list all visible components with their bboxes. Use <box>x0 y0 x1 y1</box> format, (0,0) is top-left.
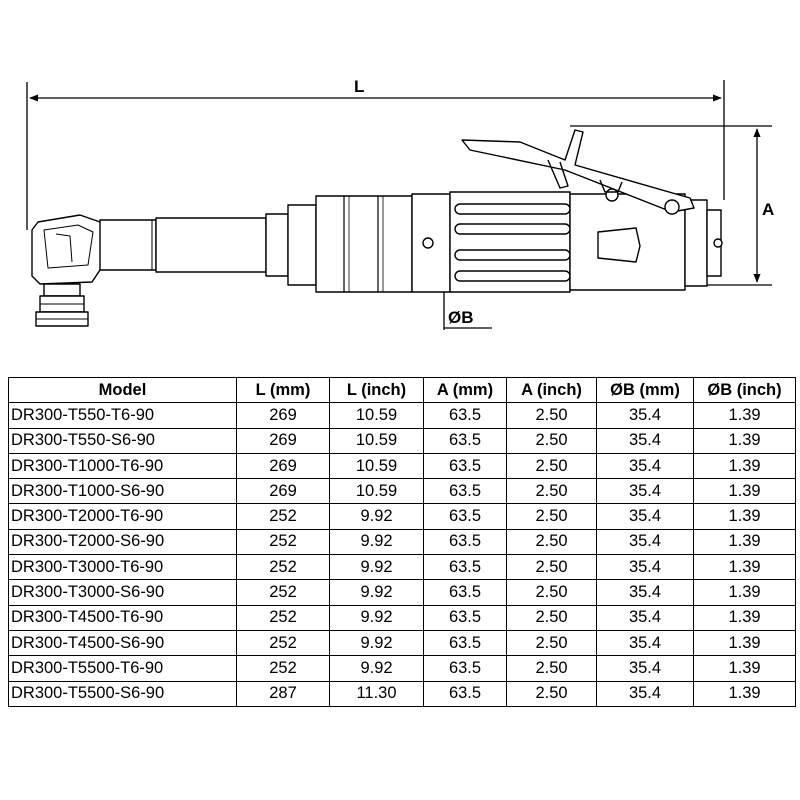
column-header: Model <box>9 378 237 403</box>
column-header: ØB (mm) <box>597 378 694 403</box>
spec-cell: 35.4 <box>597 630 694 655</box>
spec-cell: 10.59 <box>330 453 424 478</box>
spec-cell: 9.92 <box>330 504 424 529</box>
spec-cell: 2.50 <box>507 529 597 554</box>
spec-cell: 35.4 <box>597 681 694 706</box>
spec-cell: 1.39 <box>694 453 796 478</box>
model-cell: DR300-T1000-T6-90 <box>9 453 237 478</box>
diameter-label: ØB <box>448 308 474 327</box>
spec-cell: 2.50 <box>507 605 597 630</box>
spec-cell: 35.4 <box>597 479 694 504</box>
spec-cell: 269 <box>237 403 330 428</box>
spec-cell: 2.50 <box>507 504 597 529</box>
column-header: A (mm) <box>424 378 507 403</box>
spec-cell: 252 <box>237 555 330 580</box>
spec-cell: 269 <box>237 479 330 504</box>
spec-cell: 269 <box>237 453 330 478</box>
model-cell: DR300-T1000-S6-90 <box>9 479 237 504</box>
spec-cell: 2.50 <box>507 681 597 706</box>
table-row <box>9 580 796 605</box>
table-row <box>9 453 796 478</box>
table-row <box>9 529 796 554</box>
spec-cell: 9.92 <box>330 630 424 655</box>
spec-cell: 35.4 <box>597 504 694 529</box>
spec-cell: 2.50 <box>507 580 597 605</box>
model-cell: DR300-T4500-S6-90 <box>9 630 237 655</box>
spec-cell: 63.5 <box>424 453 507 478</box>
spec-cell: 9.92 <box>330 580 424 605</box>
spec-cell: 11.30 <box>330 681 424 706</box>
spec-cell: 2.50 <box>507 453 597 478</box>
spec-cell: 2.50 <box>507 656 597 681</box>
model-cell: DR300-T2000-T6-90 <box>9 504 237 529</box>
spec-cell: 1.39 <box>694 428 796 453</box>
spec-cell: 9.92 <box>330 529 424 554</box>
model-cell: DR300-T2000-S6-90 <box>9 529 237 554</box>
spec-cell: 287 <box>237 681 330 706</box>
spec-cell: 63.5 <box>424 403 507 428</box>
spec-cell: 1.39 <box>694 403 796 428</box>
spec-cell: 63.5 <box>424 479 507 504</box>
spec-cell: 63.5 <box>424 656 507 681</box>
spec-cell: 1.39 <box>694 504 796 529</box>
spec-cell: 2.50 <box>507 630 597 655</box>
column-header: A (inch) <box>507 378 597 403</box>
spec-cell: 63.5 <box>424 428 507 453</box>
model-cell: DR300-T550-T6-90 <box>9 403 237 428</box>
spec-cell: 252 <box>237 529 330 554</box>
spec-cell: 63.5 <box>424 555 507 580</box>
spec-cell: 1.39 <box>694 529 796 554</box>
model-cell: DR300-T5500-T6-90 <box>9 656 237 681</box>
spec-cell: 35.4 <box>597 555 694 580</box>
model-cell: DR300-T4500-T6-90 <box>9 605 237 630</box>
spec-cell: 252 <box>237 504 330 529</box>
column-header: L (inch) <box>330 378 424 403</box>
spec-cell: 2.50 <box>507 428 597 453</box>
spec-cell: 10.59 <box>330 428 424 453</box>
spec-cell: 1.39 <box>694 681 796 706</box>
model-cell: DR300-T3000-T6-90 <box>9 555 237 580</box>
spec-cell: 1.39 <box>694 580 796 605</box>
spec-cell: 252 <box>237 580 330 605</box>
table-row <box>9 428 796 453</box>
spec-cell: 35.4 <box>597 605 694 630</box>
spec-cell: 1.39 <box>694 479 796 504</box>
spec-cell: 63.5 <box>424 630 507 655</box>
table-row <box>9 504 796 529</box>
model-cell: DR300-T550-S6-90 <box>9 428 237 453</box>
spec-cell: 63.5 <box>424 580 507 605</box>
angle-drill-illustration <box>32 130 722 326</box>
spec-cell: 1.39 <box>694 656 796 681</box>
spec-cell: 9.92 <box>330 656 424 681</box>
table-row <box>9 681 796 706</box>
spec-cell: 35.4 <box>597 453 694 478</box>
table-row <box>9 555 796 580</box>
spec-cell: 35.4 <box>597 529 694 554</box>
table-body <box>9 403 796 707</box>
spec-cell: 252 <box>237 605 330 630</box>
spec-cell: 9.92 <box>330 605 424 630</box>
spec-cell: 10.59 <box>330 479 424 504</box>
spec-cell: 252 <box>237 656 330 681</box>
spec-cell: 2.50 <box>507 479 597 504</box>
spec-cell: 2.50 <box>507 555 597 580</box>
specification-table <box>8 377 796 707</box>
spec-cell: 35.4 <box>597 428 694 453</box>
spec-cell: 63.5 <box>424 504 507 529</box>
spec-cell: 35.4 <box>597 403 694 428</box>
spec-cell: 10.59 <box>330 403 424 428</box>
table-row <box>9 605 796 630</box>
spec-cell: 63.5 <box>424 529 507 554</box>
spec-cell: 252 <box>237 630 330 655</box>
spec-cell: 1.39 <box>694 605 796 630</box>
column-header: L (mm) <box>237 378 330 403</box>
table-row <box>9 656 796 681</box>
spec-cell: 269 <box>237 428 330 453</box>
spec-cell: 2.50 <box>507 403 597 428</box>
model-cell: DR300-T5500-S6-90 <box>9 681 237 706</box>
spec-cell: 35.4 <box>597 656 694 681</box>
tool-drawing <box>0 0 800 360</box>
table-row <box>9 403 796 428</box>
table-row <box>9 479 796 504</box>
spec-cell: 1.39 <box>694 555 796 580</box>
height-label: A <box>762 200 775 219</box>
table-header-row <box>9 378 796 403</box>
model-cell: DR300-T3000-S6-90 <box>9 580 237 605</box>
spec-cell: 63.5 <box>424 681 507 706</box>
length-label: L <box>354 77 365 96</box>
table-row <box>9 630 796 655</box>
spec-cell: 35.4 <box>597 580 694 605</box>
spec-cell: 9.92 <box>330 555 424 580</box>
column-header: ØB (inch) <box>694 378 796 403</box>
spec-cell: 63.5 <box>424 605 507 630</box>
spec-cell: 1.39 <box>694 630 796 655</box>
